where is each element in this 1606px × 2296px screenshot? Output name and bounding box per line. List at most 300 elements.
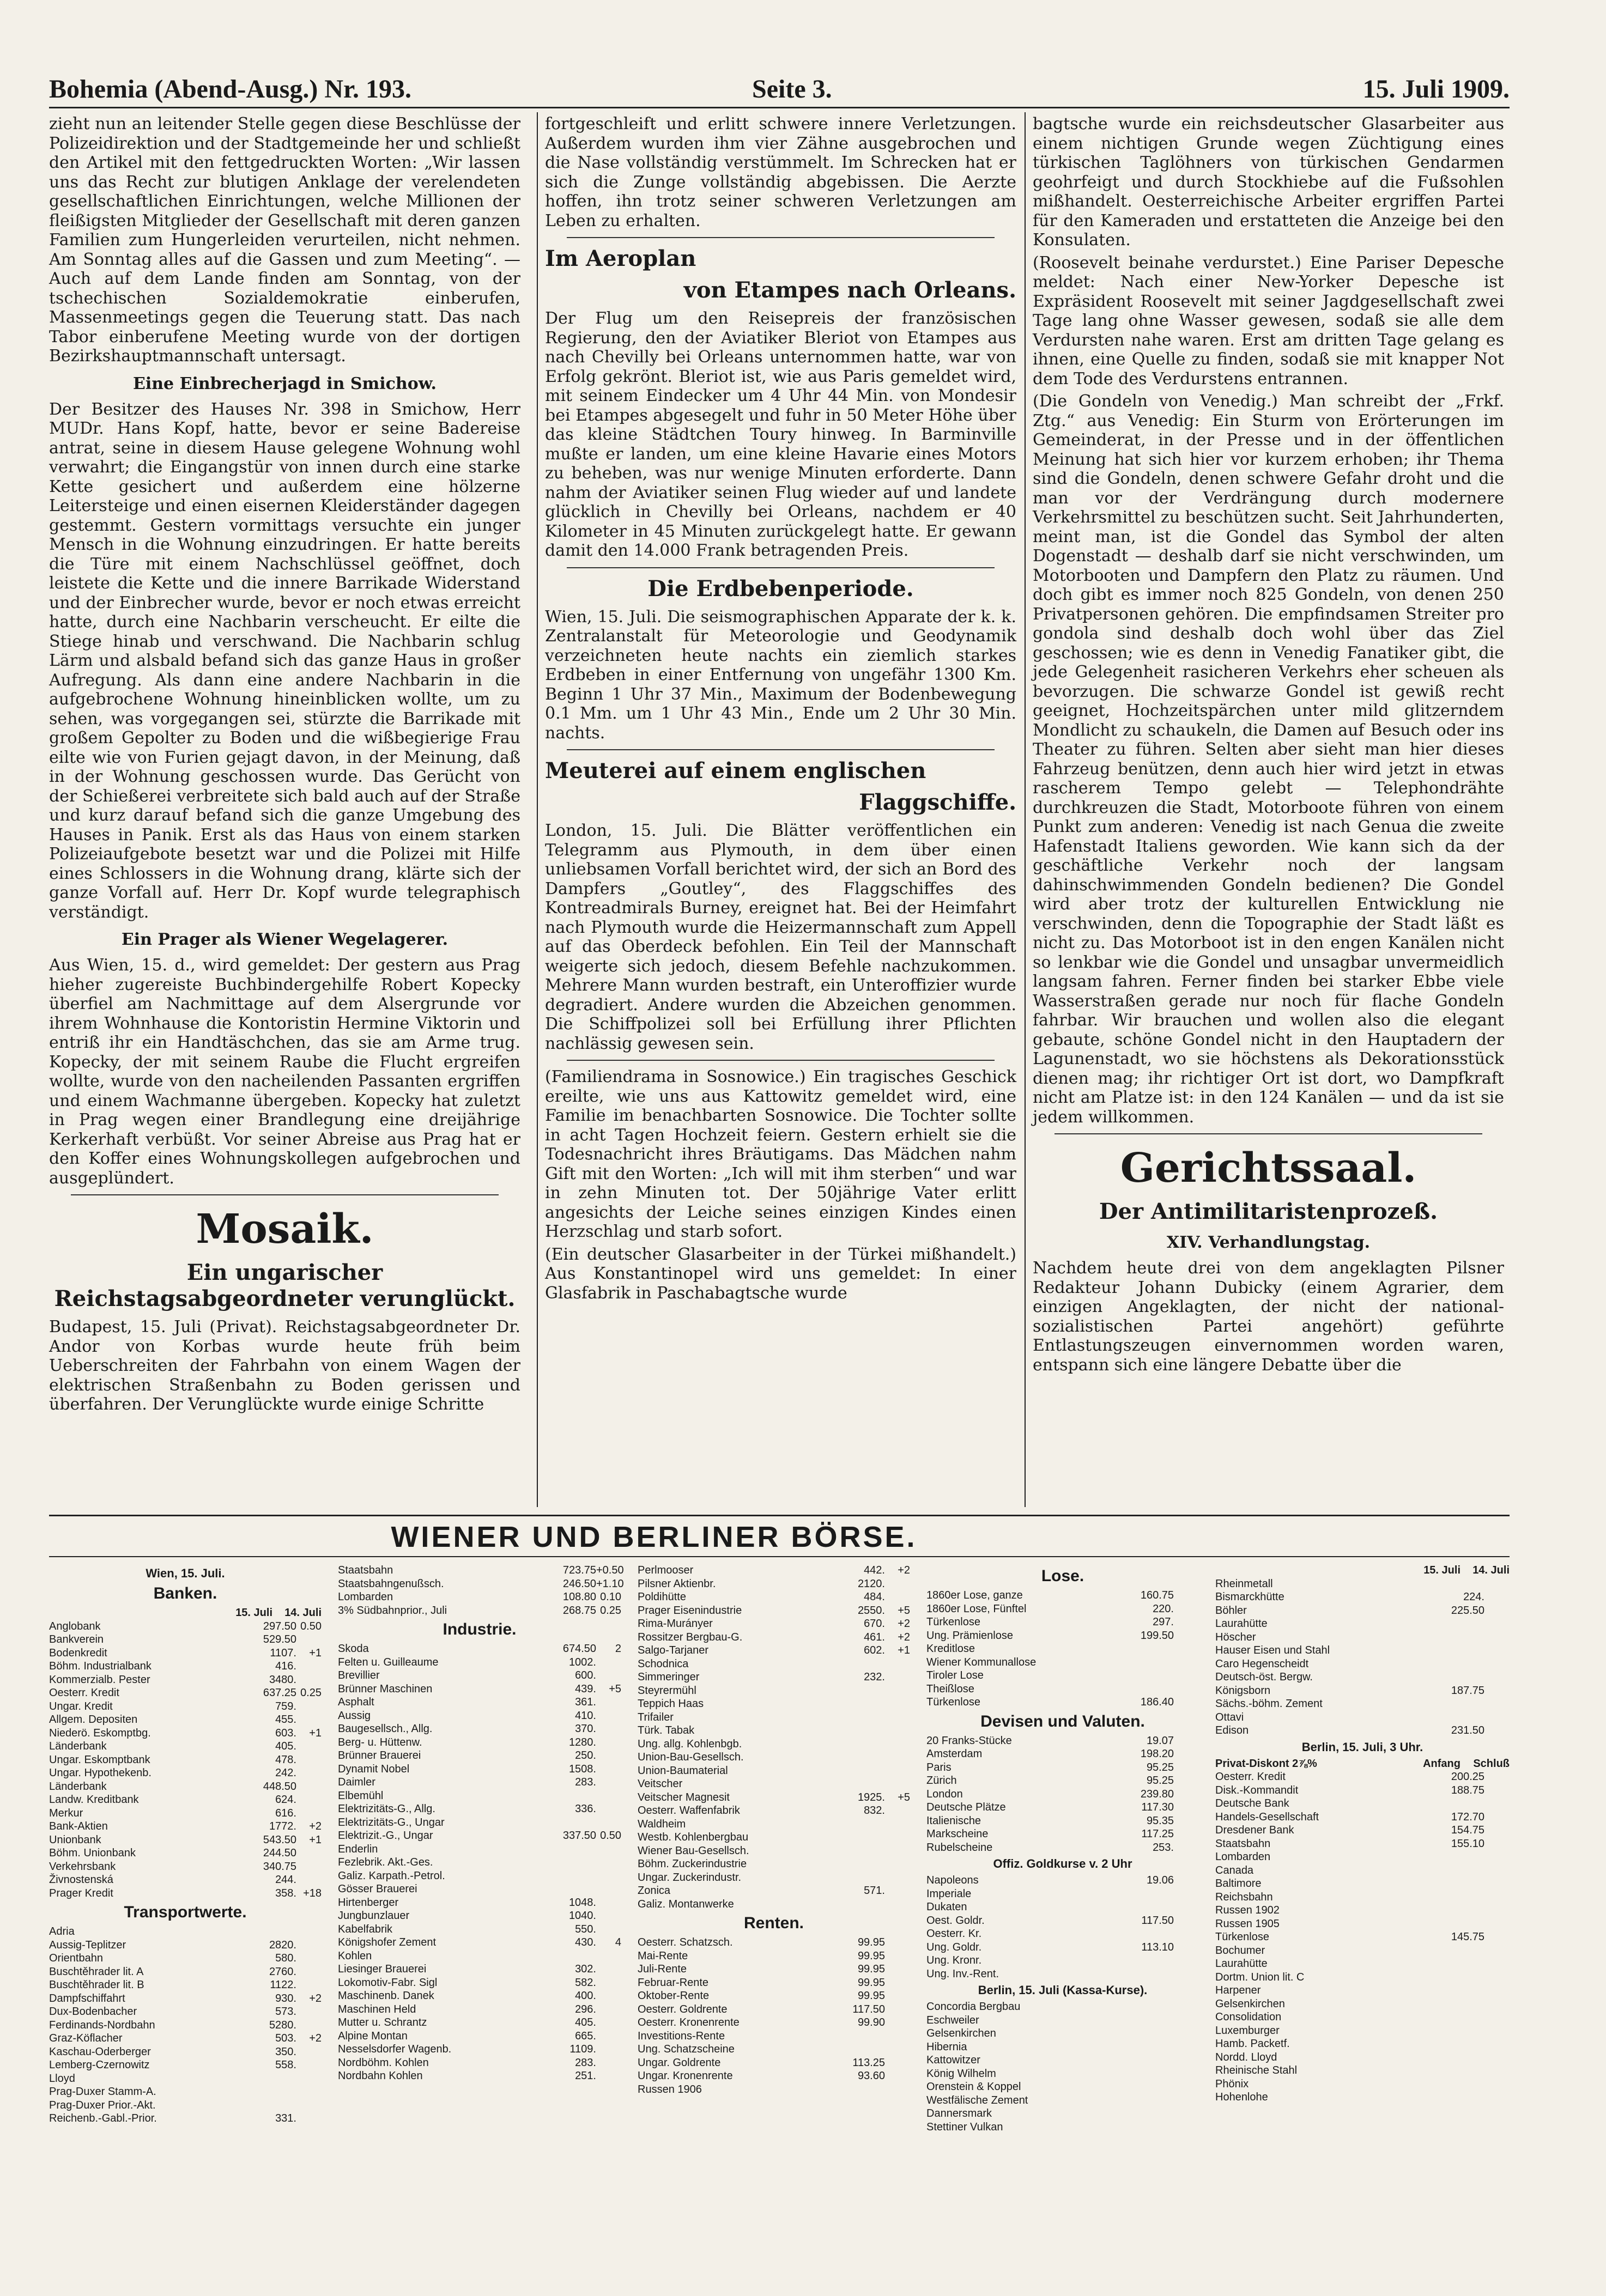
table-row [338, 2030, 621, 2043]
rate-value: 400. [575, 1990, 596, 2002]
rate-change: 4 [615, 1936, 621, 1948]
security-name: Rubelscheine [926, 1841, 993, 1854]
table-row [1215, 2010, 1510, 2024]
rate-change: +2 [309, 1820, 322, 1832]
rate-change [1174, 1615, 1199, 1629]
rate-value [836, 2043, 885, 2056]
rate-change [1174, 2080, 1199, 2094]
issue-date: 15. Juli 1909. [1362, 75, 1510, 104]
security-name: Reichsbahn [1215, 1891, 1273, 1903]
security-name: Ungar. Goldrente [638, 2056, 721, 2069]
rate-change [885, 1764, 910, 1778]
table-row [926, 1914, 1199, 1928]
security-name: Perlmooser [638, 1564, 694, 1576]
rate-value: 172.70 [1451, 1811, 1484, 1823]
rate-value [1125, 1967, 1174, 1981]
rate-change [1174, 1589, 1199, 1602]
rate-change [885, 1949, 910, 1963]
rate-value: 1048. [568, 1896, 596, 1909]
table-row [926, 1788, 1199, 1801]
security-name: 20 Franks-Stücke [926, 1734, 1012, 1747]
table-row [338, 1856, 621, 1869]
security-name: Ungar. Hypothekenb. [49, 1767, 151, 1779]
rate-value [1435, 1850, 1484, 1864]
rate-value: 600. [575, 1669, 596, 1681]
boerse-col-2 [338, 1564, 624, 2119]
rate-value: 268.75 [562, 1604, 596, 1617]
rate-change [1174, 2067, 1199, 2081]
table-row [338, 1816, 621, 1830]
rate-change [596, 1696, 621, 1709]
table-row [926, 1615, 1199, 1629]
security-name: Gelsenkirchen [926, 2027, 996, 2039]
article-text: Aus Wien, 15. d., wird gemeldet: Der gestern aus Prag hieher zugereiste Buchbindergehilfe Robert Kopecky überfiel am Nachmittage auf dem Alsergrunde vor ihrem Wohnhause die Kontoristin Hermine Viktorin und entriß ihr ein Handtäschchen, das sie am Arme trug. Kopecky, der mit seinem Raube die Flucht ergreifen wollte, wurde von den nacheilenden Passanten ergriffen und einem Wachmanne übergeben. Kopecky hat zuletzt in Prag wegen einer Brandlegung eine dreijährige Kerkerhaft verbüßt. Vor seiner Abreise aus Prag hat er den Koffer eines Wohnungskollegen aufgebrochen und ausgeplündert. [49, 956, 520, 1188]
section-title-gerichtssaal: Gerichtssaal. [1120, 1145, 1417, 1192]
security-name: Mutter u. Schrantz [338, 2016, 427, 2028]
rate-value [1125, 2067, 1174, 2081]
security-name: Stettiner Vulkan [926, 2121, 1003, 2133]
rate-change: 0.50 [300, 1620, 322, 1632]
security-name: Lokomotiv-Fabr. Sigl [338, 1976, 438, 1989]
rate-change [885, 1697, 910, 1711]
rate-value [1435, 1957, 1484, 1971]
boerse-col-4 [926, 1564, 1199, 2133]
rate-change [1484, 2091, 1510, 2104]
table-row [638, 1657, 910, 1671]
security-name: Brünner Maschinen [338, 1682, 433, 1695]
security-name: Staatsbahn [1215, 1837, 1271, 1850]
rate-change [596, 1989, 621, 2003]
security-name: Böhm. Industrialbank [49, 1660, 151, 1672]
security-name: Hohenlohe [1215, 2091, 1268, 2103]
article-text: Wien, 15. Juli. Die seismographischen Apparate der k. k. Zentralanstalt für Meteorologie und Geodynamik verzeichneten heute nachts ein ziemlich starkes Erdbeben in einer Entfernung von ungefähr 1300 Km. Beginn 1 Uhr 37 Min., Maximum der Bodenbewegung 0.1 Mm. um 1 Uhr 43 Min., Ende um 2 Uhr 30 Min. nachts. [545, 607, 1016, 743]
security-name: Poldihütte [638, 1591, 686, 1603]
table-row [926, 1954, 1199, 1967]
rate-value: 832. [864, 1805, 885, 1817]
security-name: Oesterr. Schatzsch. [638, 1936, 733, 1948]
rate-change [296, 1939, 322, 1952]
rate-change [885, 2030, 910, 2043]
rate-change [1174, 1669, 1199, 1682]
rate-change [1174, 1602, 1199, 1616]
table-row [49, 1820, 322, 1833]
table-row [926, 2000, 1199, 2014]
security-name: Deutsche Bank [1215, 1797, 1289, 1809]
rate-value [1125, 2027, 1174, 2040]
rate-change [1174, 2000, 1199, 2014]
security-name: Ung. allg. Kohlenbgb. [638, 1738, 742, 1750]
rate-change [296, 1873, 322, 1887]
security-name: Harpener [1215, 1984, 1261, 1996]
rate-change [596, 1963, 621, 1976]
security-name: Hirtenberger [338, 1896, 399, 1909]
rate-value: 674.50 [562, 1643, 596, 1655]
rate-change [1174, 1788, 1199, 1801]
table-row [338, 2069, 621, 2083]
table-row [49, 1807, 322, 1820]
rate-change: 0.50 [600, 1830, 621, 1842]
security-name: Phönix [1215, 2078, 1249, 2090]
table-row [926, 1814, 1199, 1828]
security-name: Oktober-Rente [638, 1990, 710, 2002]
security-name: 1860er Lose, ganze [926, 1589, 1023, 1601]
security-name: Wiener Bau-Gesellsch. [638, 1844, 749, 1857]
article-text: (Die Gondeln von Venedig.) Man schreibt der „Frkf. Ztg.“ aus Venedig: Ein Sturm von Erörterungen im Gemeinderat, in der Presse und in der öffentlichen Meinung hat sich hier vor kurzem erhoben; ihr Thema sind die Gondeln, denen schwere Gefahr droht und die man vor der Verdrängung durch modernere Verkehrsmittel zu beschützen sucht. Seit Jahrhunderten, meint man, ist die Gondel das Symbol der alten Dogenstadt — deshalb darf sie nicht verschwinden, um Motorbooten und Dampfern den Platz zu räumen. Und doch gibt es immer noch 825 Gondeln, von denen 250 Privatpersonen gehören. Die empfindsamen Streiter pro gondola sind deshalb doch wohl über das Ziel geschossen; wie es denn in Venedig Fanatiker gibt, die jede Gelegenheit rasicheren Verkehrs eher scheuen als bevorzugen. Die schwarze Gondel ist gewiß recht geeignet, Hochzeitspärchen unter mild glitzerndem Mondlicht zu schaukeln, die Damen auf Besuch oder ins Theater zu führen. Selten aber sieht man hier dieses Fahrzeug benützen, denn auch hier wird jetzt in etwas rascherem Tempo gelebt — Telephondrähte durchkreuzen die Stadt, Motorboote führen von einem Punkt zum anderen: Venedig ist nach Genua die zweite Hafenstadt Italiens geworden. Wie kann sich da der geschäftliche Verkehr noch der langsam dahinschwimmenden Gondeln bedienen? Die Gondel wird aber trotz der kulturellen Entwicklung nie verschwinden, denn die Topographie der Stadt läßt es nicht zu. Das Motorboot ist in den engen Kanälen nicht so lenkbar wie die Gondel und unsagbar unvermeidlich langsam fahren. Ferner finden bei starker Ebbe viele Wasserstraßen gerade nur noch für flache Gondeln fahrbar. Wir brauchen und wollen also die elegant gebaute, schöne Gondel nicht in den Hauptadern der Lagunenstadt, wo sie höchstens als Dekorationsstück dienen mag; ihr richtiger Ort ist dort, wo Dampfkraft nicht am Platze ist: in den 124 Kanälen — und da ist sie jedem willkommen. [1033, 392, 1504, 1127]
table-row [338, 1604, 621, 1618]
rate-value: 250. [575, 1750, 596, 1762]
table-row [49, 2099, 322, 2112]
table-row [1215, 2037, 1510, 2051]
security-name: Gösser Brauerei [338, 1883, 417, 1895]
rate-change: +1.10 [596, 1577, 624, 1590]
security-name: Orientbahn [49, 1952, 103, 1964]
section-devisen: Devisen und Valuten. [980, 1712, 1145, 1730]
rate-value [1125, 1669, 1174, 1682]
security-name: Felten u. Guilleaume [338, 1656, 439, 1668]
table-row [338, 1789, 621, 1803]
rate-value [1435, 2024, 1484, 2038]
rate-value: 2120. [857, 1577, 885, 1590]
rate-value: 1122. [270, 1979, 296, 1991]
headline-antimilitaristen: Der Antimilitaristenprozeß. [1099, 1199, 1438, 1224]
table-row [638, 1617, 910, 1631]
table-row [1215, 1891, 1510, 1904]
table-row [638, 1697, 910, 1711]
table-row [926, 1761, 1199, 1775]
security-name: Pilsner Aktienbr. [638, 1577, 716, 1590]
rate-change: +1 [309, 1727, 322, 1739]
table-row [49, 1766, 322, 1780]
rate-value [1125, 2094, 1174, 2107]
table-row [638, 1804, 910, 1818]
table-row [49, 1925, 322, 1939]
table-row [49, 1965, 322, 1979]
rate-value [1125, 1900, 1174, 1914]
rate-value: 283. [575, 2056, 596, 2069]
article-text: Nachdem heute drei von dem angeklagten Pilsner Redakteur Johann Dubicky (einem Agrarier, dem einzigen Angeklagten, der nicht der national-sozialistischen Partei angehört) geführte Entlastungszeugen einvernommen worden waren, entspann sich eine längere Debatte über die [1033, 1259, 1504, 1375]
rate-value: 253. [1153, 1841, 1174, 1854]
table-header: 15. Juli 14. Juli [1423, 1564, 1510, 1576]
table-row [638, 2030, 910, 2043]
table-row [1215, 1797, 1510, 1811]
security-name: Consolidation [1215, 2011, 1282, 2023]
rate-value: 2820. [269, 1939, 296, 1951]
rate-value: 5280. [269, 2019, 296, 2031]
table-row [49, 1939, 322, 1952]
rate-change [1174, 2040, 1199, 2054]
rate-change [1484, 2078, 1510, 2091]
security-name: Elektrizitäts-G., Ungar [338, 1816, 445, 1829]
rate-value [1125, 2107, 1174, 2121]
headline-aeroplan: Im Aeroplan [545, 246, 696, 271]
section-lose: Lose. [1041, 1567, 1084, 1585]
security-name: Eschweiler [926, 2014, 979, 2026]
table-row [338, 1590, 621, 1604]
rate-value [1435, 1711, 1484, 1724]
table-row [638, 2016, 910, 2030]
rate-value [836, 1724, 885, 1738]
table-row [1215, 1684, 1510, 1698]
table-row [49, 2072, 322, 2086]
rate-table [926, 2000, 1199, 2134]
rate-value [1435, 1657, 1484, 1671]
rate-value [1125, 1656, 1174, 1669]
rate-change [1484, 1657, 1510, 1671]
table-row [638, 1777, 910, 1791]
rate-change [296, 2058, 322, 2072]
table-row [926, 1696, 1199, 1709]
rate-value: 637.25 [263, 1687, 296, 1699]
table-row [926, 1887, 1199, 1901]
rate-change [1174, 1642, 1199, 1656]
security-name: Fezlebrik. Akt.-Ges. [338, 1856, 433, 1868]
table-row [926, 1874, 1199, 1887]
security-name: Oesterr. Kronenrente [638, 2016, 740, 2028]
rate-value: 251. [575, 2070, 596, 2082]
rate-value: 198.20 [1140, 1748, 1174, 1760]
security-name: Oesterr. Kredit [1215, 1771, 1286, 1783]
table-row [926, 1967, 1199, 1981]
table-row [49, 2005, 322, 2019]
security-name: Dresdener Bank [1215, 1824, 1294, 1836]
table-row [638, 1738, 910, 1751]
rate-value: 224. [1463, 1591, 1484, 1603]
table-row [926, 1629, 1199, 1643]
table-row [49, 1647, 322, 1660]
rate-change [596, 1949, 621, 1963]
rate-value: 405. [575, 2016, 596, 2028]
rate-value [1435, 1617, 1484, 1631]
rate-value [836, 1898, 885, 1911]
table-row [338, 1896, 621, 1910]
security-name: Wiener Kommunallose [926, 1656, 1037, 1668]
security-name: Zürich [926, 1775, 957, 1787]
rate-change [885, 1871, 910, 1885]
security-name: Buschtěhrader lit. B [49, 1979, 144, 1991]
rate-change [1174, 1827, 1199, 1841]
table-row [49, 1952, 322, 1965]
rate-change [596, 1749, 621, 1763]
table-row [49, 1992, 322, 2006]
table-row [926, 2121, 1199, 2134]
rate-value [1125, 2121, 1174, 2134]
security-name: Staatsbahngenußsch. [338, 1577, 444, 1590]
rate-change [1174, 1747, 1199, 1761]
article-text: London, 15. Juli. Die Blätter veröffentlichen ein Telegramm aus Plymouth, in dem über einen unliebsamen Vorfall berichtet wird, der sich an Bord des Dampfers „Goutley“, des Flaggschiffes des Kontreadmirals Burney, ereignet hat. Bei der Heimfahrt nach Plymouth wurde die Heizermannschaft zum Appell auf das Oberdeck befohlen. Ein Teil der Mannschaft weigerte sich jedoch, diesem Befehle nachzukommen. Mehrere Mann wurden bestraft, ein Unteroffizier wurde degradiert. Andere wurden die Abzeichen genommen. Die Schiffpolizei soll bei Erfüllung ihrer Pflichten nachlässig gewesen sein. [545, 821, 1016, 1053]
article-text: zieht nun an leitender Stelle gegen diese Beschlüsse der Polizeidirektion und der Stadtgemeinde her und schließt den Artikel mit den fettgedruckten Worten: „Wir lassen uns das Recht zur blutigen Anklage der verelendeten gesellschaftlichen Einrichtungen, welche Millionen der fleißigsten Mitglieder der Gesellschaft mit deren ganzen Familien zum Hungerleiden verurteilen, nicht nehmen. Am Sonntag alles auf die Gassen und zum Meeting“. — Auch auf dem Lande finden am Sonntag, von der tschechischen Sozialdemokratie einberufen, Massenmeetings gegen die Teuerung statt. Das nach Tabor einberufene Meeting wurde von der dortigen Bezirkshauptmannschaft untersagt. [49, 114, 520, 366]
security-name: Brevillier [338, 1669, 380, 1681]
table-row [926, 1589, 1199, 1602]
security-name: Türkenlose [926, 1616, 980, 1628]
security-name: Schodnica [638, 1657, 689, 1670]
security-name: Sächs.-böhm. Zement [1215, 1698, 1323, 1710]
rate-change [885, 1577, 910, 1591]
security-name: Russen 1906 [638, 2083, 702, 2095]
section-banken: Banken. [153, 1584, 217, 1602]
rate-change [296, 1740, 322, 1753]
rate-change [1174, 1941, 1199, 1954]
rate-change [1484, 1891, 1510, 1904]
table-row [926, 2054, 1199, 2067]
rate-change [596, 1976, 621, 1990]
rate-change: 0.25 [600, 1604, 621, 1617]
security-name: Aussig-Teplitzer [49, 1939, 126, 1951]
rate-value: 19.07 [1146, 1734, 1174, 1747]
rate-change [296, 1793, 322, 1807]
rate-table [49, 1620, 322, 1900]
table-row [638, 1577, 910, 1591]
divider [1054, 1133, 1482, 1134]
rate-change [296, 1965, 322, 1979]
security-name: Theißlose [926, 1682, 974, 1695]
rate-value: 99.95 [857, 1990, 885, 2002]
rate-change [1174, 1914, 1199, 1928]
rate-change [885, 1711, 910, 1724]
rate-value [1435, 1891, 1484, 1904]
table-row [49, 1686, 322, 1700]
table-row [638, 1936, 910, 1949]
boerse-title: WIENER UND BERLINER BÖRSE. [391, 1521, 917, 1553]
security-name: Skoda [338, 1643, 369, 1655]
rate-value: 187.75 [1451, 1684, 1484, 1697]
rate-change [296, 2112, 322, 2125]
rate-change: +0.50 [596, 1564, 624, 1576]
rate-change [1174, 1887, 1199, 1901]
security-name: Brünner Brauerei [338, 1750, 421, 1762]
security-name: Kreditlose [926, 1643, 975, 1655]
rate-change [885, 1751, 910, 1764]
rate-change [596, 2003, 621, 2016]
rate-change [296, 1925, 322, 1939]
rate-change [1174, 1656, 1199, 1669]
rate-value: 616. [275, 1807, 296, 1819]
rate-change [1484, 1631, 1510, 1644]
security-name: Galiz. Karpath.-Petrol. [338, 1869, 445, 1882]
rate-value: 448.50 [263, 1780, 296, 1793]
rate-change [885, 1657, 910, 1671]
rate-change [1174, 1774, 1199, 1788]
security-name: Hauser Eisen und Stahl [1215, 1644, 1330, 1656]
security-name: Ung. Prämienlose [926, 1629, 1013, 1642]
headline-aeroplan-sub: von Etampes nach Orleans. [683, 277, 1016, 303]
rate-value [1435, 1917, 1484, 1931]
table-row [49, 1860, 322, 1874]
security-name: Galiz. Montanwerke [638, 1898, 734, 1910]
rate-change [1484, 2051, 1510, 2064]
table-row [1215, 1864, 1510, 1878]
security-name: Alpine Montan [338, 2030, 408, 2042]
rate-value: 439. [575, 1682, 596, 1695]
rate-value [1125, 1682, 1174, 1696]
table-row [49, 2045, 322, 2059]
table-row [1215, 1904, 1510, 1917]
rate-value [1435, 1944, 1484, 1958]
security-name: Nordbahn Kohlen [338, 2070, 423, 2082]
rate-value: 361. [575, 1696, 596, 1708]
section-goldkurse: Offiz. Goldkurse v. 2 Uhr [993, 1857, 1132, 1870]
rate-change [296, 2019, 322, 2032]
rate-value: 296. [575, 2003, 596, 2015]
rate-change [296, 1780, 322, 1794]
rate-value [547, 1882, 596, 1896]
rate-change [1484, 1997, 1510, 2011]
rate-value: 95.25 [1146, 1775, 1174, 1787]
rate-change [1484, 1724, 1510, 1738]
table-row [1215, 1604, 1510, 1618]
rate-value: 665. [575, 2030, 596, 2042]
table-row [338, 1642, 621, 1656]
rate-value: 155.10 [1451, 1837, 1484, 1850]
security-name: Nordd. Lloyd [1215, 2051, 1277, 2063]
rate-value: 244. [275, 1874, 296, 1886]
rate-change [296, 1860, 322, 1874]
security-name: Ungar. Kronenrente [638, 2070, 733, 2082]
rate-change [1484, 1837, 1510, 1851]
rate-change [1174, 1967, 1199, 1981]
security-name: Dynamit Nobel [338, 1763, 410, 1775]
rate-value: 602. [864, 1644, 885, 1656]
security-name: Ung. Goldr. [926, 1941, 982, 1953]
rate-value [1125, 1927, 1174, 1941]
security-name: Union-Bau-Gesellsch. [638, 1751, 744, 1763]
rate-value [547, 1949, 596, 1963]
rate-change [1484, 1984, 1510, 1997]
rate-change [296, 1952, 322, 1965]
rate-change [1174, 1841, 1199, 1855]
rate-change [296, 1700, 322, 1714]
rate-value: 246.50 [562, 1577, 596, 1590]
rate-value: 624. [275, 1794, 296, 1806]
rate-change [1174, 1927, 1199, 1941]
table-row [638, 1884, 910, 1898]
rate-change [1174, 1761, 1199, 1775]
rate-value: 1925. [857, 1791, 885, 1803]
table-row [1215, 1644, 1510, 1657]
table-row [1215, 1811, 1510, 1824]
security-name: 1860er Lose, Fünftel [926, 1602, 1027, 1615]
table-row [1215, 2024, 1510, 2038]
security-name: Caro Hegenscheidt [1215, 1657, 1309, 1670]
security-name: Länderbank [49, 1780, 107, 1793]
security-name: Prager Kredit [49, 1887, 113, 1899]
boerse-top-rule [49, 1515, 1510, 1516]
table-row [338, 1776, 621, 1789]
table-row [926, 2027, 1199, 2040]
table-row [926, 1642, 1199, 1656]
security-name: Böhm. Zuckerindustrie [638, 1858, 747, 1870]
table-row [638, 1871, 910, 1885]
rate-table [926, 1734, 1199, 1855]
security-name: Kabelfabrik [338, 1923, 393, 1935]
rate-change [1174, 2121, 1199, 2134]
column-3 [1033, 114, 1504, 1509]
table-row [338, 1722, 621, 1736]
rate-change [1174, 2094, 1199, 2107]
rate-value [1125, 2014, 1174, 2027]
table-row [1215, 1917, 1510, 1931]
security-name: Buschtěhrader lit. A [49, 1965, 144, 1978]
rate-value [1435, 1877, 1484, 1891]
table-row [338, 1696, 621, 1709]
rate-value [836, 1871, 885, 1885]
security-name: Merkur [49, 1807, 83, 1819]
rate-change [596, 1882, 621, 1896]
security-name: Laurahütte [1215, 1618, 1268, 1630]
table-row [338, 1577, 624, 1591]
rate-value: 117.30 [1141, 1801, 1174, 1813]
table-row [926, 2040, 1199, 2054]
rate-value [836, 2030, 885, 2043]
